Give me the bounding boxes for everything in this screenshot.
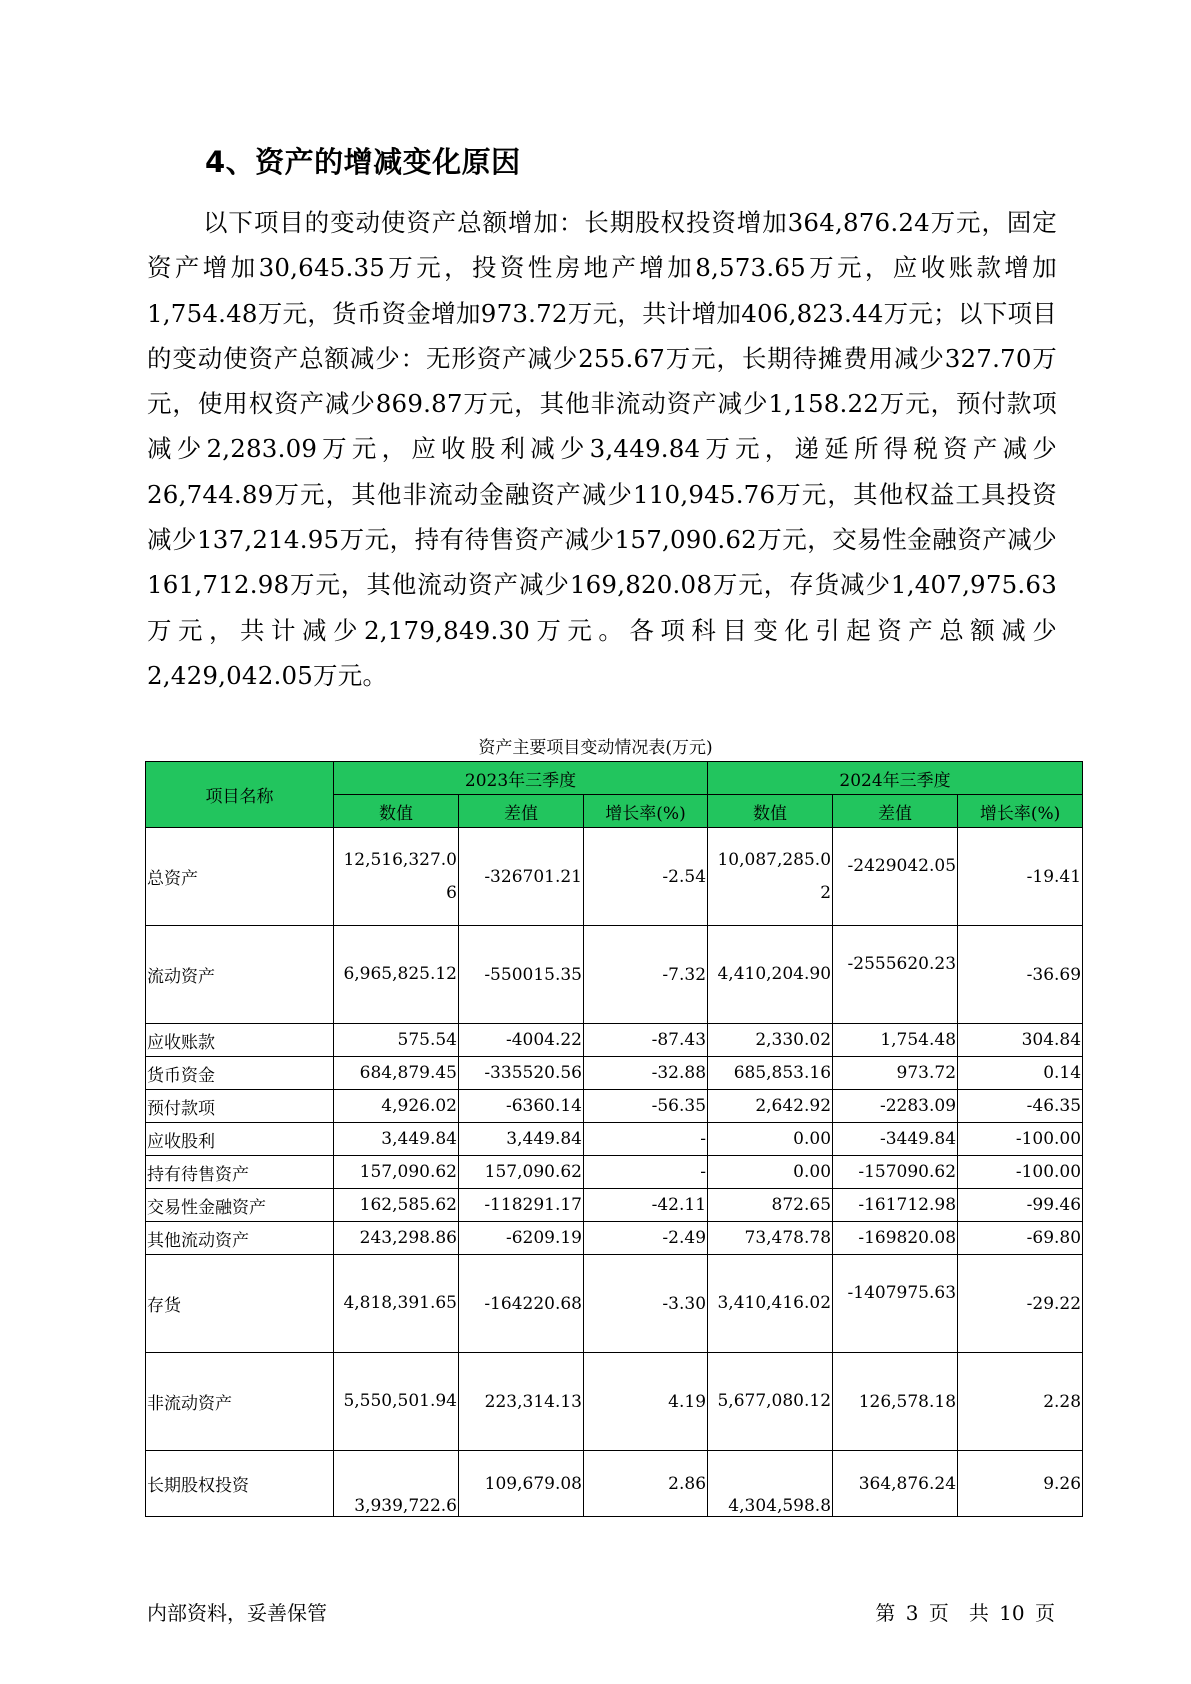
section-heading: 4、资产的增减变化原因	[205, 145, 521, 179]
row-name: 非流动资产	[146, 1353, 334, 1451]
row-name: 交易性金融资产	[146, 1189, 334, 1222]
table-row	[146, 828, 1083, 926]
cell-value-2023: 4,926.02	[334, 1090, 459, 1123]
footer-confidential-note: 内部资料，妥善保管	[147, 1601, 327, 1625]
cell-value-2024: 2,642.92	[708, 1090, 833, 1123]
header-diff-2023: 差值	[459, 795, 584, 828]
cell-value-2024: 10,087,285.02	[708, 828, 833, 926]
cell-growth-2024: -36.69	[958, 926, 1083, 1024]
cell-value-2024: 0.00	[708, 1156, 833, 1189]
cell-value-2024: 685,853.16	[708, 1057, 833, 1090]
cell-diff-2023: -6360.14	[459, 1090, 584, 1123]
table-row	[146, 1255, 1083, 1353]
cell-diff-2024: 1,754.48	[833, 1024, 958, 1057]
cell-growth-2023: 4.19	[584, 1353, 708, 1451]
cell-growth-2024: -100.00	[958, 1123, 1083, 1156]
cell-value-2023: 6,965,825.12	[334, 926, 459, 1024]
cell-value-2024: 5,677,080.12	[708, 1353, 833, 1451]
cell-growth-2024: -99.46	[958, 1189, 1083, 1222]
cell-growth-2024: -46.35	[958, 1090, 1083, 1123]
cell-diff-2024: 364,876.24	[833, 1451, 958, 1517]
cell-diff-2024: -161712.98	[833, 1189, 958, 1222]
table-row	[146, 1189, 1083, 1222]
cell-diff-2024: -3449.84	[833, 1123, 958, 1156]
cell-diff-2023: -118291.17	[459, 1189, 584, 1222]
table-caption: 资产主要项目变动情况表(万元)	[478, 738, 713, 758]
cell-value-2023: 3,939,722.6	[334, 1451, 459, 1517]
cell-diff-2023: -4004.22	[459, 1024, 584, 1057]
table-row	[146, 926, 1083, 1024]
row-name: 预付款项	[146, 1090, 334, 1123]
cell-value-2024: 4,410,204.90	[708, 926, 833, 1024]
cell-growth-2023: -2.49	[584, 1222, 708, 1255]
cell-growth-2023: 2.86	[584, 1451, 708, 1517]
cell-value-2024: 4,304,598.8	[708, 1451, 833, 1517]
cell-value-2023: 684,879.45	[334, 1057, 459, 1090]
cell-diff-2023: -335520.56	[459, 1057, 584, 1090]
row-name: 流动资产	[146, 926, 334, 1024]
cell-value-2024: 872.65	[708, 1189, 833, 1222]
header-value-2024: 数值	[708, 795, 833, 828]
cell-diff-2024: -1407975.63	[833, 1255, 958, 1353]
table-row	[146, 1222, 1083, 1255]
header-period-2023: 2023年三季度	[334, 762, 708, 795]
row-name: 其他流动资产	[146, 1222, 334, 1255]
row-name: 应收股利	[146, 1123, 334, 1156]
cell-growth-2024: -29.22	[958, 1255, 1083, 1353]
header-period-2024: 2024年三季度	[708, 762, 1083, 795]
cell-growth-2023: -32.88	[584, 1057, 708, 1090]
row-name: 货币资金	[146, 1057, 334, 1090]
cell-growth-2024: 304.84	[958, 1024, 1083, 1057]
cell-value-2024: 3,410,416.02	[708, 1255, 833, 1353]
cell-diff-2024: 973.72	[833, 1057, 958, 1090]
cell-value-2023: 5,550,501.94	[334, 1353, 459, 1451]
cell-diff-2023: -326701.21	[459, 828, 584, 926]
row-name: 存货	[146, 1255, 334, 1353]
row-name: 应收账款	[146, 1024, 334, 1057]
page-number: 第 3 页 共 10 页	[875, 1601, 1055, 1625]
cell-growth-2023: -42.11	[584, 1189, 708, 1222]
cell-diff-2024: -169820.08	[833, 1222, 958, 1255]
cell-value-2023: 4,818,391.65	[334, 1255, 459, 1353]
cell-value-2024: 73,478.78	[708, 1222, 833, 1255]
cell-diff-2024: -2555620.23	[833, 926, 958, 1024]
cell-growth-2024: 2.28	[958, 1353, 1083, 1451]
header-value-2023: 数值	[334, 795, 459, 828]
cell-value-2023: 12,516,327.06	[334, 828, 459, 926]
cell-diff-2023: 3,449.84	[459, 1123, 584, 1156]
cell-growth-2024: -69.80	[958, 1222, 1083, 1255]
cell-growth-2023: -	[584, 1156, 708, 1189]
cell-diff-2024: -2283.09	[833, 1090, 958, 1123]
assets-change-table	[145, 761, 1083, 1517]
cell-diff-2023: -164220.68	[459, 1255, 584, 1353]
table-row	[146, 1057, 1083, 1090]
cell-growth-2023: -7.32	[584, 926, 708, 1024]
table-row	[146, 1156, 1083, 1189]
table-row	[146, 1353, 1083, 1451]
cell-value-2023: 243,298.86	[334, 1222, 459, 1255]
cell-value-2023: 575.54	[334, 1024, 459, 1057]
row-name: 长期股权投资	[146, 1451, 334, 1517]
header-growth-2023: 增长率(%)	[584, 795, 708, 828]
row-name: 持有待售资产	[146, 1156, 334, 1189]
cell-value-2023: 3,449.84	[334, 1123, 459, 1156]
header-item-name: 项目名称	[146, 762, 334, 828]
cell-value-2023: 162,585.62	[334, 1189, 459, 1222]
cell-value-2024: 0.00	[708, 1123, 833, 1156]
header-diff-2024: 差值	[833, 795, 958, 828]
cell-diff-2024: -157090.62	[833, 1156, 958, 1189]
cell-diff-2023: 157,090.62	[459, 1156, 584, 1189]
cell-growth-2023: -3.30	[584, 1255, 708, 1353]
table-row	[146, 1024, 1083, 1057]
table-row	[146, 1090, 1083, 1123]
cell-growth-2024: -100.00	[958, 1156, 1083, 1189]
cell-diff-2023: -550015.35	[459, 926, 584, 1024]
cell-diff-2023: 109,679.08	[459, 1451, 584, 1517]
table-row	[146, 1123, 1083, 1156]
cell-growth-2024: 9.26	[958, 1451, 1083, 1517]
cell-diff-2023: 223,314.13	[459, 1353, 584, 1451]
header-growth-2024: 增长率(%)	[958, 795, 1083, 828]
cell-growth-2023: -2.54	[584, 828, 708, 926]
cell-value-2023: 157,090.62	[334, 1156, 459, 1189]
cell-value-2024: 2,330.02	[708, 1024, 833, 1057]
cell-growth-2023: -87.43	[584, 1024, 708, 1057]
cell-growth-2024: -19.41	[958, 828, 1083, 926]
cell-diff-2024: -2429042.05	[833, 828, 958, 926]
row-name: 总资产	[146, 828, 334, 926]
cell-diff-2023: -6209.19	[459, 1222, 584, 1255]
body-paragraph: 以下项目的变动使资产总额增加：长期股权投资增加364,876.24万元，固定资产增加30,645.35万元，投资性房地产增加8,573.65万元，应收账款增加1,754.48万元，货币资金增加973.72万元，共计增加406,823.44万元；以下项目的变动使资产总额减少：无形资产减少255.67万元，长期待摊费用减少327.70万元，使用权资产减少869.87万元，其他非流动资产减少1,158.22万元，预付款项减少2,283.09万元，应收股利减少3,449.84万元，递延所得税资产减少26,744.89万元，其他非流动金融资产减少110,945.76万元，其他权益工具投资减少137,214.95万元，持有待售资产减少157,090.62万元，交易性金融资产减少161,712.98万元，其他流动资产减少169,820.08万元，存货减少1,407,975.63万元，共计减少2,179,849.30万元。各项科目变化引起资产总额减少2,429,042.05万元。	[147, 208, 1057, 690]
table-row	[146, 1451, 1083, 1517]
cell-growth-2023: -56.35	[584, 1090, 708, 1123]
cell-diff-2024: 126,578.18	[833, 1353, 958, 1451]
cell-growth-2024: 0.14	[958, 1057, 1083, 1090]
cell-growth-2023: -	[584, 1123, 708, 1156]
